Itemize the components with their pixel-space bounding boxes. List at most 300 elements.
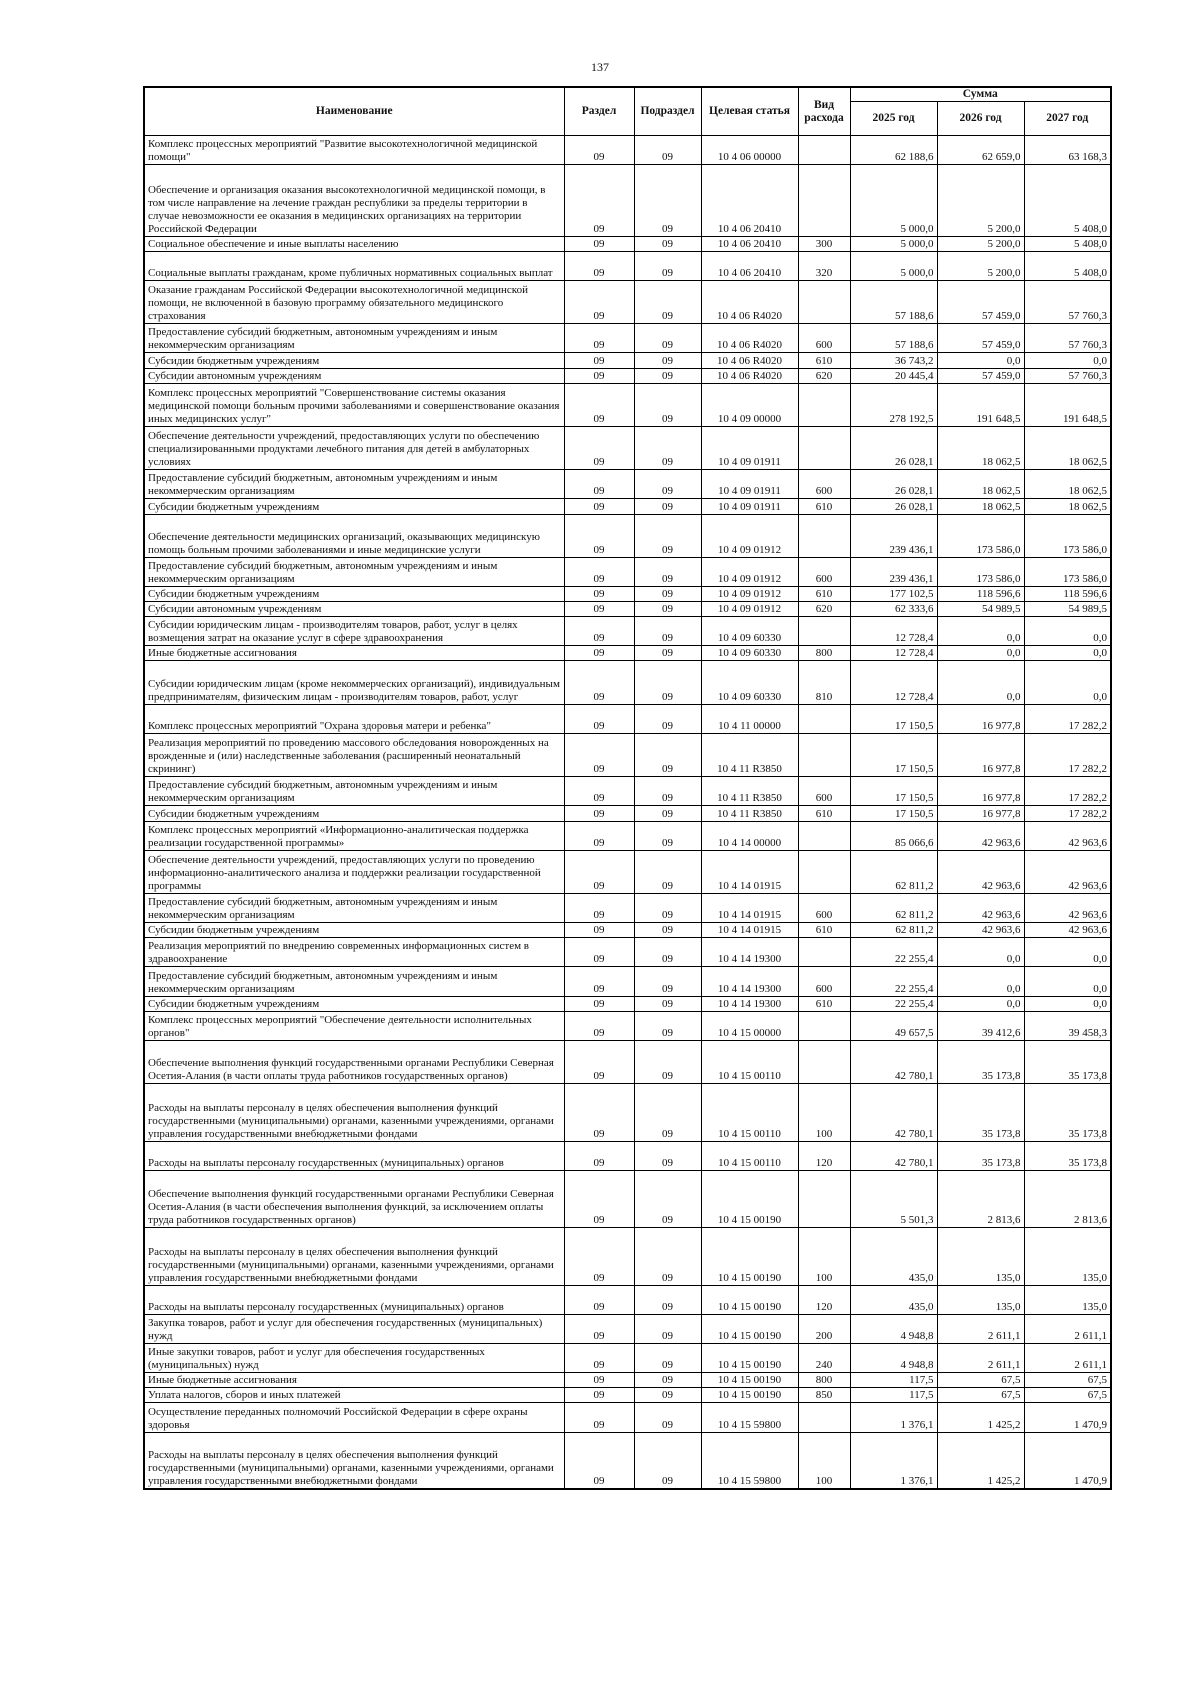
row-vid bbox=[798, 136, 850, 165]
row-2027: 35 173,8 bbox=[1024, 1084, 1111, 1141]
row-razdel: 09 bbox=[564, 996, 634, 1011]
row-2025: 36 743,2 bbox=[850, 353, 937, 368]
row-podrazdel: 09 bbox=[634, 1432, 701, 1489]
table-body bbox=[144, 136, 1111, 1490]
row-name: Иные бюджетные ассигнования bbox=[144, 1373, 564, 1388]
row-vid: 120 bbox=[798, 1285, 850, 1314]
row-name: Расходы на выплаты персоналу государственных (муниципальных) органов bbox=[144, 1141, 564, 1170]
row-razdel: 09 bbox=[564, 1403, 634, 1432]
row-2025: 4 948,8 bbox=[850, 1343, 937, 1372]
row-vid: 620 bbox=[798, 602, 850, 617]
row-vid bbox=[798, 704, 850, 733]
row-2026: 35 173,8 bbox=[937, 1084, 1024, 1141]
row-podrazdel: 09 bbox=[634, 1314, 701, 1343]
row-2025: 57 188,6 bbox=[850, 280, 937, 323]
row-podrazdel: 09 bbox=[634, 136, 701, 165]
row-name: Закупка товаров, работ и услуг для обеспечения государственных (муниципальных) нужд bbox=[144, 1314, 564, 1343]
row-vid bbox=[798, 280, 850, 323]
row-razdel: 09 bbox=[564, 557, 634, 586]
row-vid: 600 bbox=[798, 324, 850, 353]
row-celevaya: 10 4 15 00190 bbox=[701, 1285, 798, 1314]
row-2026: 0,0 bbox=[937, 353, 1024, 368]
page-number: 137 bbox=[591, 60, 609, 74]
table-row bbox=[144, 996, 1111, 1011]
row-podrazdel: 09 bbox=[634, 499, 701, 514]
row-razdel: 09 bbox=[564, 514, 634, 557]
row-podrazdel: 09 bbox=[634, 996, 701, 1011]
row-vid: 610 bbox=[798, 353, 850, 368]
row-name: Комплекс процессных мероприятий «Информационно-аналитическая поддержка реализации государственной программы» bbox=[144, 821, 564, 850]
row-2027: 17 282,2 bbox=[1024, 733, 1111, 776]
header-name: Наименование bbox=[144, 87, 564, 136]
row-celevaya: 10 4 15 00110 bbox=[701, 1141, 798, 1170]
row-celevaya: 10 4 06 20410 bbox=[701, 165, 798, 237]
row-2026: 18 062,5 bbox=[937, 499, 1024, 514]
row-celevaya: 10 4 15 00190 bbox=[701, 1314, 798, 1343]
row-name: Комплекс процессных мероприятий "Охрана здоровья матери и ребенка" bbox=[144, 704, 564, 733]
row-podrazdel: 09 bbox=[634, 821, 701, 850]
row-vid bbox=[798, 383, 850, 426]
row-2025: 42 780,1 bbox=[850, 1040, 937, 1083]
row-2027: 0,0 bbox=[1024, 967, 1111, 996]
row-podrazdel: 09 bbox=[634, 514, 701, 557]
table-row bbox=[144, 1084, 1111, 1141]
row-2026: 5 200,0 bbox=[937, 251, 1024, 280]
row-vid bbox=[798, 850, 850, 893]
row-celevaya: 10 4 14 19300 bbox=[701, 996, 798, 1011]
row-2025: 239 436,1 bbox=[850, 514, 937, 557]
table-row bbox=[144, 499, 1111, 514]
row-razdel: 09 bbox=[564, 646, 634, 661]
row-name: Расходы на выплаты персоналу в целях обеспечения выполнения функций государственными (муниципальными) органами, казенными учреждениями, органами управления государственными внебюджетными фондами bbox=[144, 1228, 564, 1285]
row-2026: 0,0 bbox=[937, 967, 1024, 996]
row-vid: 810 bbox=[798, 661, 850, 704]
row-razdel: 09 bbox=[564, 136, 634, 165]
row-vid bbox=[798, 1403, 850, 1432]
row-podrazdel: 09 bbox=[634, 1228, 701, 1285]
row-2027: 35 173,8 bbox=[1024, 1040, 1111, 1083]
row-2027: 42 963,6 bbox=[1024, 850, 1111, 893]
row-razdel: 09 bbox=[564, 1141, 634, 1170]
row-razdel: 09 bbox=[564, 165, 634, 237]
row-celevaya: 10 4 15 59800 bbox=[701, 1403, 798, 1432]
row-razdel: 09 bbox=[564, 923, 634, 938]
row-2025: 62 811,2 bbox=[850, 894, 937, 923]
row-celevaya: 10 4 06 00000 bbox=[701, 136, 798, 165]
row-podrazdel: 09 bbox=[634, 557, 701, 586]
table-row bbox=[144, 602, 1111, 617]
row-razdel: 09 bbox=[564, 499, 634, 514]
row-podrazdel: 09 bbox=[634, 165, 701, 237]
table-header bbox=[144, 87, 1111, 136]
header-2027: 2027 год bbox=[1024, 102, 1111, 136]
table-row bbox=[144, 280, 1111, 323]
row-2027: 135,0 bbox=[1024, 1285, 1111, 1314]
header-podrazdel: Подраздел bbox=[634, 87, 701, 136]
row-name: Социальное обеспечение и иные выплаты населению bbox=[144, 236, 564, 251]
table-row bbox=[144, 1170, 1111, 1227]
row-name: Предоставление субсидий бюджетным, автономным учреждениям и иным некоммерческим организациям bbox=[144, 777, 564, 806]
row-vid: 600 bbox=[798, 967, 850, 996]
row-podrazdel: 09 bbox=[634, 704, 701, 733]
row-2026: 57 459,0 bbox=[937, 324, 1024, 353]
row-vid: 100 bbox=[798, 1228, 850, 1285]
row-name: Обеспечение деятельности учреждений, предоставляющих услуги по проведению информационно-аналитического анализа и поддержки реализации государственной программы bbox=[144, 850, 564, 893]
table-row bbox=[144, 806, 1111, 821]
row-2027: 18 062,5 bbox=[1024, 470, 1111, 499]
row-celevaya: 10 4 06 R4020 bbox=[701, 280, 798, 323]
row-2027: 42 963,6 bbox=[1024, 923, 1111, 938]
row-2025: 12 728,4 bbox=[850, 661, 937, 704]
row-2027: 0,0 bbox=[1024, 353, 1111, 368]
row-razdel: 09 bbox=[564, 733, 634, 776]
row-celevaya: 10 4 09 01912 bbox=[701, 587, 798, 602]
row-2026: 18 062,5 bbox=[937, 470, 1024, 499]
row-celevaya: 10 4 09 01911 bbox=[701, 499, 798, 514]
row-name: Субсидии юридическим лицам (кроме некоммерческих организаций), индивидуальным предпринимателям, физическим лицам - производителям товаров, работ, услуг bbox=[144, 661, 564, 704]
row-name: Оказание гражданам Российской Федерации высокотехнологичной медицинской помощи, не включенной в базовую программу обязательного медицинского страхования bbox=[144, 280, 564, 323]
row-celevaya: 10 4 11 R3850 bbox=[701, 806, 798, 821]
table-row bbox=[144, 557, 1111, 586]
row-celevaya: 10 4 14 19300 bbox=[701, 938, 798, 967]
row-razdel: 09 bbox=[564, 368, 634, 383]
row-podrazdel: 09 bbox=[634, 602, 701, 617]
row-2027: 57 760,3 bbox=[1024, 368, 1111, 383]
row-celevaya: 10 4 09 01911 bbox=[701, 426, 798, 469]
row-name: Иные бюджетные ассигнования bbox=[144, 646, 564, 661]
row-2026: 42 963,6 bbox=[937, 850, 1024, 893]
row-razdel: 09 bbox=[564, 777, 634, 806]
row-2027: 5 408,0 bbox=[1024, 251, 1111, 280]
row-celevaya: 10 4 15 00190 bbox=[701, 1388, 798, 1403]
table-row bbox=[144, 821, 1111, 850]
row-razdel: 09 bbox=[564, 602, 634, 617]
row-2025: 17 150,5 bbox=[850, 733, 937, 776]
row-celevaya: 10 4 14 01915 bbox=[701, 923, 798, 938]
row-2026: 39 412,6 bbox=[937, 1011, 1024, 1040]
row-2025: 62 811,2 bbox=[850, 923, 937, 938]
row-vid: 120 bbox=[798, 1141, 850, 1170]
row-celevaya: 10 4 15 00190 bbox=[701, 1343, 798, 1372]
table-row bbox=[144, 324, 1111, 353]
row-2025: 42 780,1 bbox=[850, 1141, 937, 1170]
row-2026: 173 586,0 bbox=[937, 557, 1024, 586]
table-row bbox=[144, 850, 1111, 893]
row-2027: 54 989,5 bbox=[1024, 602, 1111, 617]
table-row bbox=[144, 1141, 1111, 1170]
row-2027: 173 586,0 bbox=[1024, 557, 1111, 586]
row-vid bbox=[798, 938, 850, 967]
row-podrazdel: 09 bbox=[634, 1373, 701, 1388]
row-2026: 67,5 bbox=[937, 1388, 1024, 1403]
row-vid: 100 bbox=[798, 1084, 850, 1141]
row-vid: 620 bbox=[798, 368, 850, 383]
row-2025: 20 445,4 bbox=[850, 368, 937, 383]
table-row bbox=[144, 894, 1111, 923]
table-row bbox=[144, 661, 1111, 704]
row-2026: 1 425,2 bbox=[937, 1432, 1024, 1489]
table-row bbox=[144, 1388, 1111, 1403]
row-name: Субсидии автономным учреждениям bbox=[144, 368, 564, 383]
row-2025: 17 150,5 bbox=[850, 777, 937, 806]
table-row bbox=[144, 617, 1111, 646]
row-razdel: 09 bbox=[564, 1084, 634, 1141]
row-2027: 0,0 bbox=[1024, 661, 1111, 704]
row-2026: 173 586,0 bbox=[937, 514, 1024, 557]
row-2025: 12 728,4 bbox=[850, 617, 937, 646]
table-row bbox=[144, 1011, 1111, 1040]
row-podrazdel: 09 bbox=[634, 1170, 701, 1227]
row-name: Осуществление переданных полномочий Российской Федерации в сфере охраны здоровья bbox=[144, 1403, 564, 1432]
table-row bbox=[144, 646, 1111, 661]
row-2026: 135,0 bbox=[937, 1228, 1024, 1285]
row-2025: 26 028,1 bbox=[850, 426, 937, 469]
row-2027: 42 963,6 bbox=[1024, 821, 1111, 850]
row-2026: 42 963,6 bbox=[937, 821, 1024, 850]
row-2025: 117,5 bbox=[850, 1373, 937, 1388]
row-2027: 17 282,2 bbox=[1024, 704, 1111, 733]
row-2026: 0,0 bbox=[937, 661, 1024, 704]
row-2025: 117,5 bbox=[850, 1388, 937, 1403]
row-2025: 85 066,6 bbox=[850, 821, 937, 850]
row-podrazdel: 09 bbox=[634, 470, 701, 499]
row-vid: 240 bbox=[798, 1343, 850, 1372]
row-podrazdel: 09 bbox=[634, 894, 701, 923]
row-razdel: 09 bbox=[564, 1432, 634, 1489]
row-2027: 2 611,1 bbox=[1024, 1314, 1111, 1343]
row-2026: 2 611,1 bbox=[937, 1343, 1024, 1372]
row-2026: 16 977,8 bbox=[937, 806, 1024, 821]
row-celevaya: 10 4 15 00110 bbox=[701, 1084, 798, 1141]
row-razdel: 09 bbox=[564, 470, 634, 499]
row-podrazdel: 09 bbox=[634, 661, 701, 704]
row-vid: 610 bbox=[798, 587, 850, 602]
table-row bbox=[144, 251, 1111, 280]
row-celevaya: 10 4 15 00190 bbox=[701, 1170, 798, 1227]
row-celevaya: 10 4 06 R4020 bbox=[701, 368, 798, 383]
row-celevaya: 10 4 09 01912 bbox=[701, 514, 798, 557]
row-name: Комплекс процессных мероприятий "Обеспечение деятельности исполнительных органов" bbox=[144, 1011, 564, 1040]
row-name: Обеспечение деятельности медицинских организаций, оказывающих медицинскую помощь больным прочими заболеваниями и иные медицинские услуги bbox=[144, 514, 564, 557]
row-celevaya: 10 4 15 00190 bbox=[701, 1228, 798, 1285]
table-row bbox=[144, 165, 1111, 237]
row-name: Реализация мероприятий по внедрению современных информационных систем в здравоохранение bbox=[144, 938, 564, 967]
table-row bbox=[144, 1040, 1111, 1083]
header-2025: 2025 год bbox=[850, 102, 937, 136]
row-podrazdel: 09 bbox=[634, 1403, 701, 1432]
row-vid: 850 bbox=[798, 1388, 850, 1403]
table-row bbox=[144, 1343, 1111, 1372]
row-podrazdel: 09 bbox=[634, 383, 701, 426]
row-razdel: 09 bbox=[564, 617, 634, 646]
row-razdel: 09 bbox=[564, 587, 634, 602]
row-podrazdel: 09 bbox=[634, 280, 701, 323]
row-name: Предоставление субсидий бюджетным, автономным учреждениям и иным некоммерческим организациям bbox=[144, 967, 564, 996]
row-2027: 67,5 bbox=[1024, 1373, 1111, 1388]
row-name: Обеспечение выполнения функций государственными органами Республики Северная Осетия-Алания (в части обеспечения выполнения функций, за исключением оплаты труда работников государственных органов) bbox=[144, 1170, 564, 1227]
row-vid bbox=[798, 1040, 850, 1083]
row-2025: 62 333,6 bbox=[850, 602, 937, 617]
row-2027: 67,5 bbox=[1024, 1388, 1111, 1403]
row-2025: 5 000,0 bbox=[850, 251, 937, 280]
row-2026: 118 596,6 bbox=[937, 587, 1024, 602]
row-podrazdel: 09 bbox=[634, 1084, 701, 1141]
row-vid: 320 bbox=[798, 251, 850, 280]
table-row bbox=[144, 136, 1111, 165]
row-razdel: 09 bbox=[564, 1343, 634, 1372]
row-2026: 2 813,6 bbox=[937, 1170, 1024, 1227]
row-name: Субсидии бюджетным учреждениям bbox=[144, 923, 564, 938]
row-name: Субсидии бюджетным учреждениям bbox=[144, 587, 564, 602]
row-podrazdel: 09 bbox=[634, 1011, 701, 1040]
row-name: Иные закупки товаров, работ и услуг для обеспечения государственных (муниципальных) нужд bbox=[144, 1343, 564, 1372]
row-2025: 49 657,5 bbox=[850, 1011, 937, 1040]
row-vid: 800 bbox=[798, 1373, 850, 1388]
table-row bbox=[144, 1432, 1111, 1489]
row-razdel: 09 bbox=[564, 324, 634, 353]
row-name: Субсидии бюджетным учреждениям bbox=[144, 353, 564, 368]
row-2026: 18 062,5 bbox=[937, 426, 1024, 469]
row-razdel: 09 bbox=[564, 1011, 634, 1040]
row-celevaya: 10 4 15 00190 bbox=[701, 1373, 798, 1388]
row-podrazdel: 09 bbox=[634, 850, 701, 893]
row-podrazdel: 09 bbox=[634, 353, 701, 368]
row-2025: 1 376,1 bbox=[850, 1432, 937, 1489]
row-2025: 278 192,5 bbox=[850, 383, 937, 426]
row-vid bbox=[798, 1011, 850, 1040]
table-row bbox=[144, 1403, 1111, 1432]
table-row bbox=[144, 1314, 1111, 1343]
table-row bbox=[144, 704, 1111, 733]
row-celevaya: 10 4 09 60330 bbox=[701, 617, 798, 646]
row-2026: 5 200,0 bbox=[937, 236, 1024, 251]
row-vid bbox=[798, 733, 850, 776]
row-name: Расходы на выплаты персоналу государственных (муниципальных) органов bbox=[144, 1285, 564, 1314]
row-2026: 35 173,8 bbox=[937, 1040, 1024, 1083]
row-celevaya: 10 4 14 01915 bbox=[701, 894, 798, 923]
row-celevaya: 10 4 06 20410 bbox=[701, 251, 798, 280]
row-vid bbox=[798, 426, 850, 469]
row-name: Комплекс процессных мероприятий "Совершенствование системы оказания медицинской помощи больным прочими заболеваниями и совершенствование оказания иных медицинских услуг" bbox=[144, 383, 564, 426]
row-2027: 0,0 bbox=[1024, 646, 1111, 661]
row-celevaya: 10 4 06 20410 bbox=[701, 236, 798, 251]
row-2027: 191 648,5 bbox=[1024, 383, 1111, 426]
row-vid bbox=[798, 514, 850, 557]
row-vid bbox=[798, 165, 850, 237]
table-row bbox=[144, 967, 1111, 996]
row-2025: 22 255,4 bbox=[850, 996, 937, 1011]
row-name: Комплекс процессных мероприятий "Развитие высокотехнологичной медицинской помощи" bbox=[144, 136, 564, 165]
row-vid: 610 bbox=[798, 996, 850, 1011]
row-2025: 26 028,1 bbox=[850, 470, 937, 499]
row-2026: 35 173,8 bbox=[937, 1141, 1024, 1170]
row-2027: 17 282,2 bbox=[1024, 777, 1111, 806]
row-razdel: 09 bbox=[564, 1285, 634, 1314]
row-2026: 0,0 bbox=[937, 617, 1024, 646]
table-row bbox=[144, 1228, 1111, 1285]
row-celevaya: 10 4 06 R4020 bbox=[701, 353, 798, 368]
row-2027: 57 760,3 bbox=[1024, 324, 1111, 353]
table-row bbox=[144, 368, 1111, 383]
header-celevaya: Целевая статья bbox=[701, 87, 798, 136]
row-2026: 16 977,8 bbox=[937, 777, 1024, 806]
table-row bbox=[144, 923, 1111, 938]
row-celevaya: 10 4 11 R3850 bbox=[701, 777, 798, 806]
row-2027: 0,0 bbox=[1024, 617, 1111, 646]
table-row bbox=[144, 470, 1111, 499]
row-podrazdel: 09 bbox=[634, 617, 701, 646]
row-vid bbox=[798, 821, 850, 850]
row-podrazdel: 09 bbox=[634, 777, 701, 806]
row-podrazdel: 09 bbox=[634, 1141, 701, 1170]
row-2027: 5 408,0 bbox=[1024, 236, 1111, 251]
row-name: Субсидии юридическим лицам - производителям товаров, работ, услуг в целях возмещения затрат на оказание услуг в сфере здравоохранения bbox=[144, 617, 564, 646]
row-vid bbox=[798, 1170, 850, 1227]
row-razdel: 09 bbox=[564, 426, 634, 469]
row-vid bbox=[798, 617, 850, 646]
row-name: Социальные выплаты гражданам, кроме публичных нормативных социальных выплат bbox=[144, 251, 564, 280]
table-row bbox=[144, 383, 1111, 426]
row-razdel: 09 bbox=[564, 850, 634, 893]
row-razdel: 09 bbox=[564, 1373, 634, 1388]
row-name: Субсидии бюджетным учреждениям bbox=[144, 499, 564, 514]
row-razdel: 09 bbox=[564, 1228, 634, 1285]
row-podrazdel: 09 bbox=[634, 1040, 701, 1083]
row-2027: 135,0 bbox=[1024, 1228, 1111, 1285]
row-razdel: 09 bbox=[564, 806, 634, 821]
row-2025: 17 150,5 bbox=[850, 806, 937, 821]
row-name: Предоставление субсидий бюджетным, автономным учреждениям и иным некоммерческим организациям bbox=[144, 894, 564, 923]
row-razdel: 09 bbox=[564, 967, 634, 996]
row-name: Субсидии бюджетным учреждениям bbox=[144, 996, 564, 1011]
row-2025: 435,0 bbox=[850, 1228, 937, 1285]
row-2027: 5 408,0 bbox=[1024, 165, 1111, 237]
row-celevaya: 10 4 09 60330 bbox=[701, 646, 798, 661]
row-vid: 610 bbox=[798, 499, 850, 514]
table-row bbox=[144, 938, 1111, 967]
row-2025: 17 150,5 bbox=[850, 704, 937, 733]
row-podrazdel: 09 bbox=[634, 426, 701, 469]
table-row bbox=[144, 1285, 1111, 1314]
row-2026: 42 963,6 bbox=[937, 894, 1024, 923]
row-2026: 54 989,5 bbox=[937, 602, 1024, 617]
row-2027: 118 596,6 bbox=[1024, 587, 1111, 602]
header-razdel: Раздел bbox=[564, 87, 634, 136]
row-razdel: 09 bbox=[564, 821, 634, 850]
row-2026: 16 977,8 bbox=[937, 733, 1024, 776]
row-celevaya: 10 4 14 01915 bbox=[701, 850, 798, 893]
row-2027: 42 963,6 bbox=[1024, 894, 1111, 923]
row-2027: 2 813,6 bbox=[1024, 1170, 1111, 1227]
row-razdel: 09 bbox=[564, 383, 634, 426]
row-name: Предоставление субсидий бюджетным, автономным учреждениям и иным некоммерческим организациям bbox=[144, 324, 564, 353]
row-razdel: 09 bbox=[564, 1388, 634, 1403]
row-2025: 5 501,3 bbox=[850, 1170, 937, 1227]
row-2027: 57 760,3 bbox=[1024, 280, 1111, 323]
row-razdel: 09 bbox=[564, 280, 634, 323]
row-razdel: 09 bbox=[564, 236, 634, 251]
row-name: Субсидии автономным учреждениям bbox=[144, 602, 564, 617]
row-podrazdel: 09 bbox=[634, 236, 701, 251]
row-2026: 62 659,0 bbox=[937, 136, 1024, 165]
row-name: Реализация мероприятий по проведению массового обследования новорожденных на врожденные и (или) наследственные заболевания (расширенный неонатальный скрининг) bbox=[144, 733, 564, 776]
row-2025: 177 102,5 bbox=[850, 587, 937, 602]
row-vid: 600 bbox=[798, 557, 850, 586]
row-celevaya: 10 4 15 00110 bbox=[701, 1040, 798, 1083]
row-2025: 12 728,4 bbox=[850, 646, 937, 661]
header-2026: 2026 год bbox=[937, 102, 1024, 136]
row-2027: 63 168,3 bbox=[1024, 136, 1111, 165]
